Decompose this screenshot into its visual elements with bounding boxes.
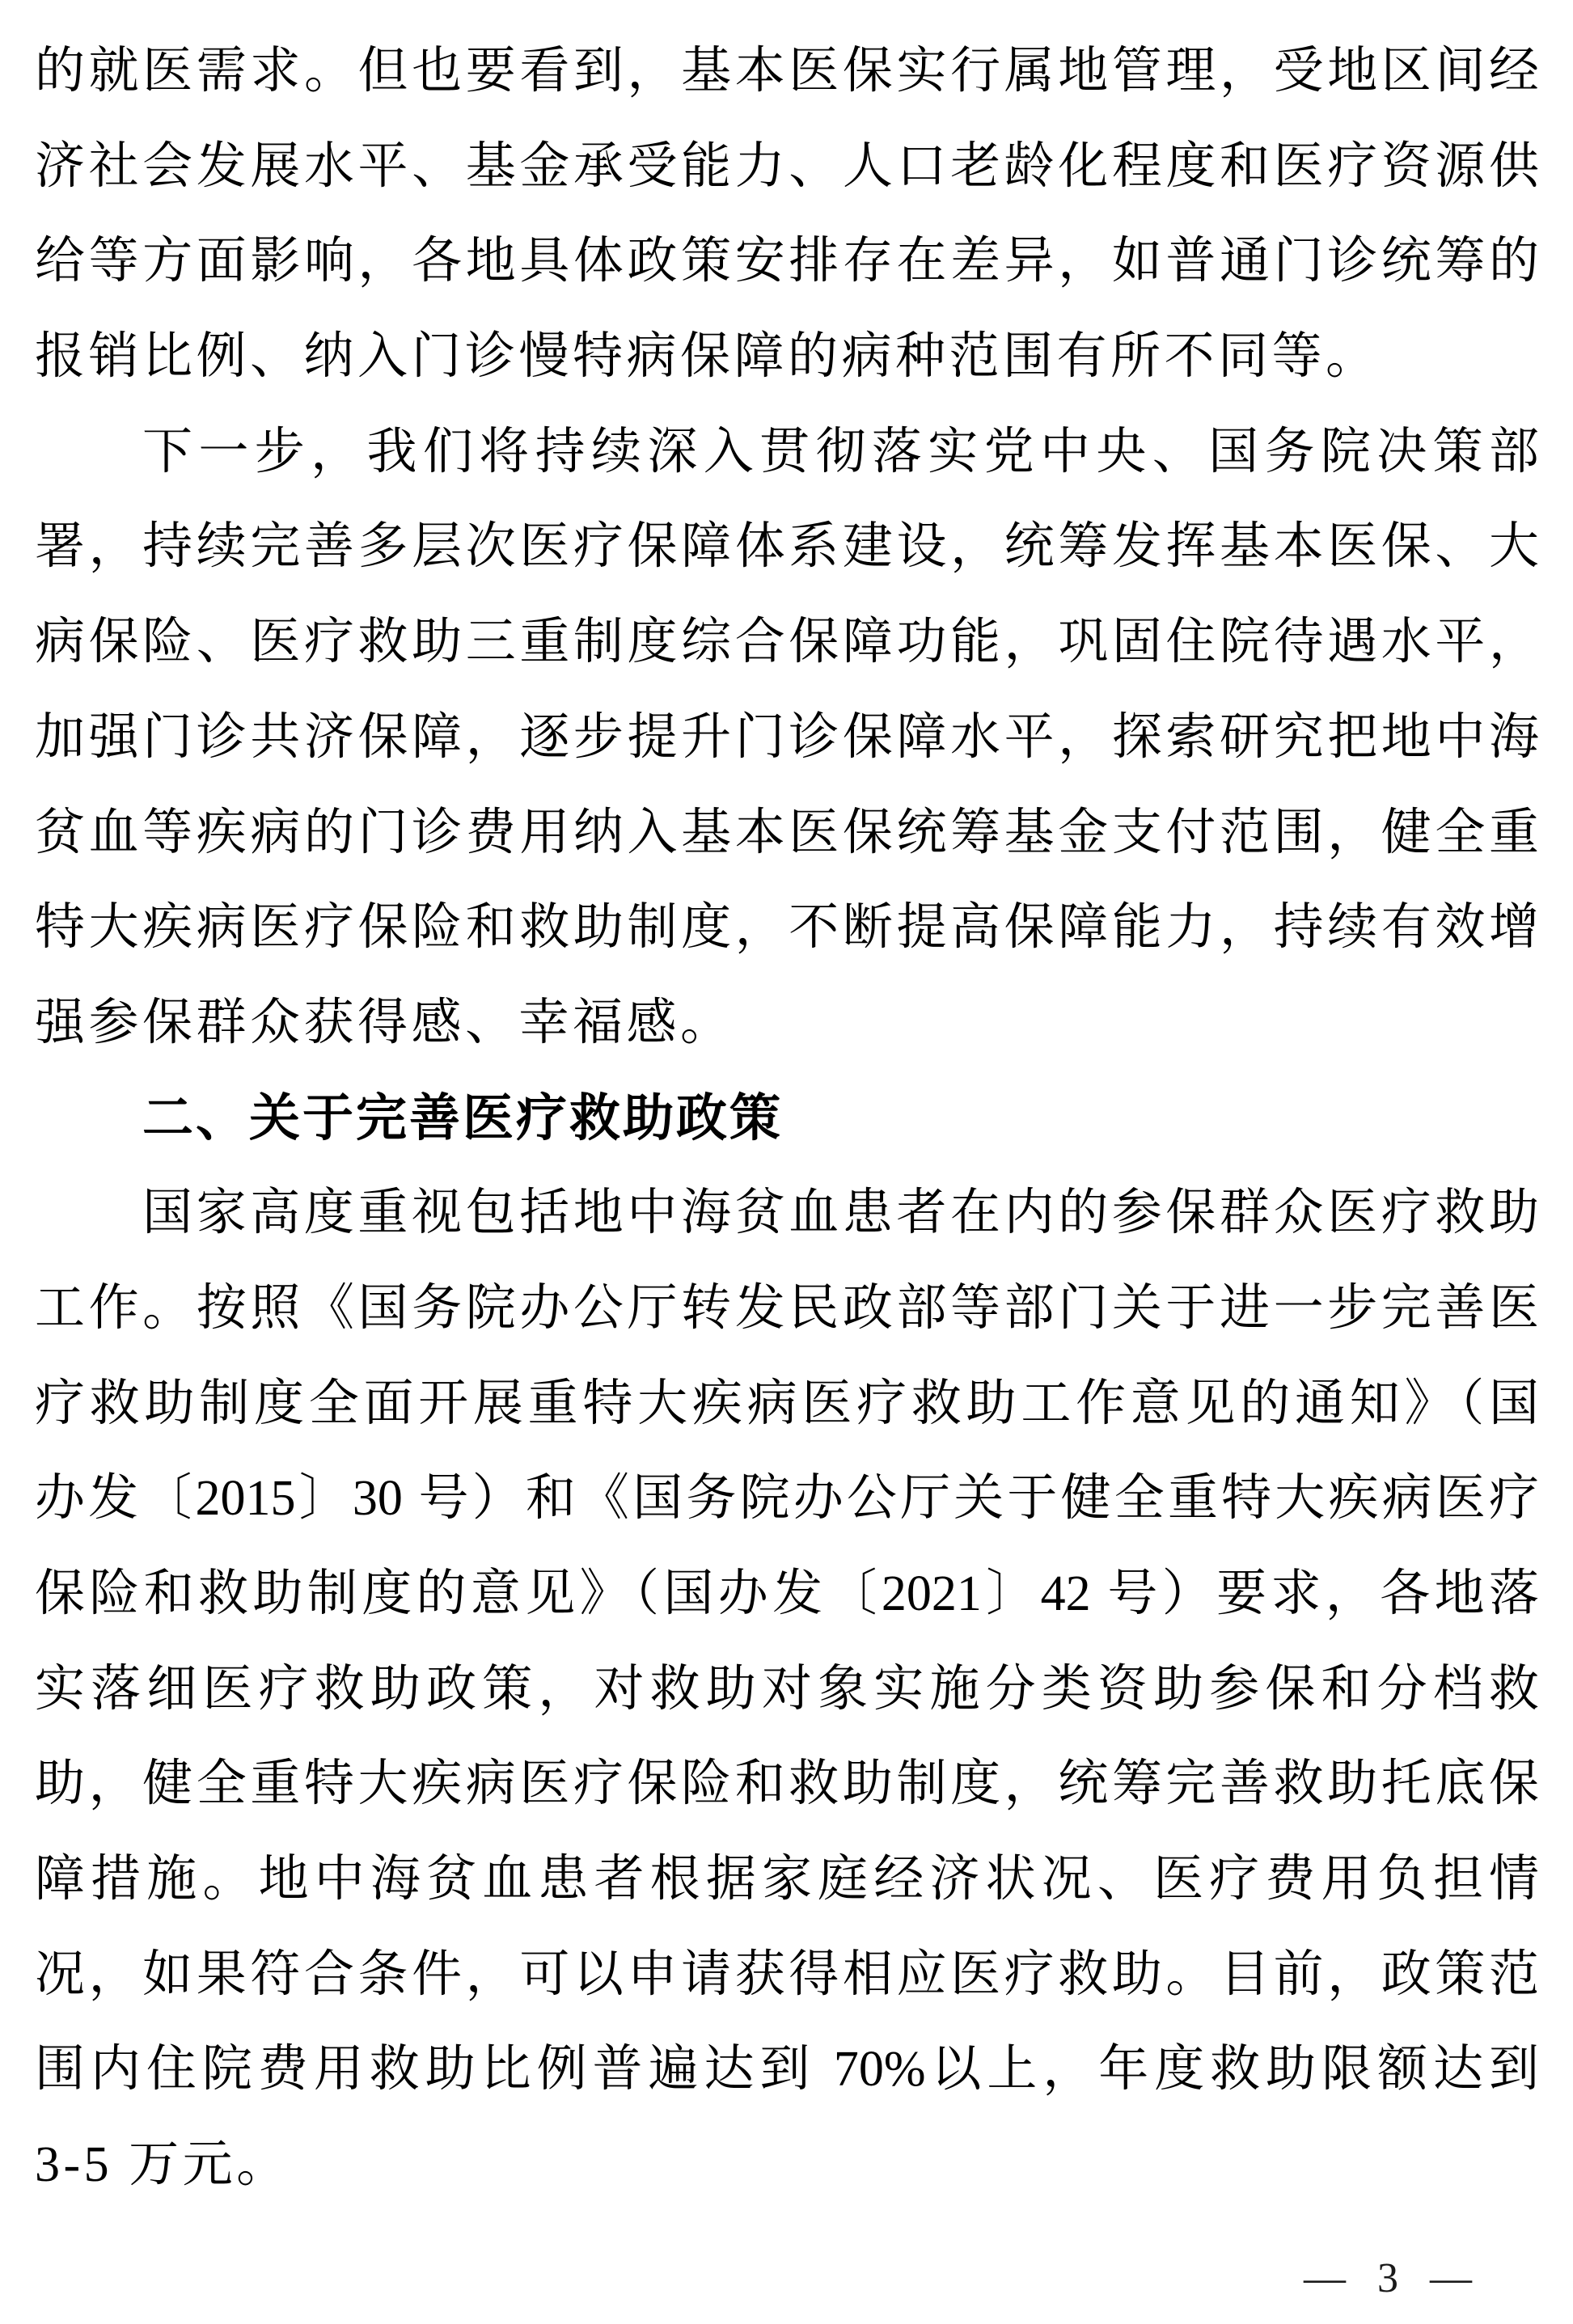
document-body — [35, 24, 1539, 2213]
body-line: 实落细医疗救助政策，对救助对象实施分类资助参保和分档救 — [35, 1661, 1539, 1717]
body-line: 加强门诊共济保障，逐步提升门诊保障水平，探索研究把地中海 — [35, 709, 1539, 765]
body-line: 障措施。地中海贫血患者根据家庭经济状况、医疗费用负担情 — [35, 1852, 1539, 1908]
body-line: 的就医需求。但也要看到，基本医保实行属地管理，受地区间经 — [35, 44, 1539, 99]
body-line: 特大疾病医疗保险和救助制度，不断提高保障能力，持续有效增 — [35, 900, 1539, 956]
body-line: 疗救助制度全面开展重特大疾病医疗救助工作意见的通知》（国 — [35, 1375, 1539, 1431]
body-line: 助，健全重特大疾病医疗保险和救助制度，统筹完善救助托底保 — [35, 1756, 1539, 1812]
body-line: 况，如果符合条件，可以申请获得相应医疗救助。目前，政策范 — [35, 1946, 1539, 2002]
body-line paragraph-start: 国家高度重视包括地中海贫血患者在内的参保群众医疗救助 — [142, 1185, 1539, 1241]
body-line paragraph-start: 下一步，我们将持续深入贯彻落实党中央、国务院决策部 — [142, 424, 1539, 480]
body-line: 贫血等疾病的门诊费用纳入基本医保统筹基金支付范围，健全重 — [35, 805, 1539, 860]
body-line: 3-5 万元。 — [35, 2137, 290, 2193]
body-line: 强参保群众获得感、幸福感。 — [35, 995, 734, 1050]
body-line: 工作。按照《国务院办公厅转发民政部等部门关于进一步完善医 — [35, 1280, 1539, 1336]
body-line: 署，持续完善多层次医疗保障体系建设，统筹发挥基本医保、大 — [35, 519, 1539, 575]
body-line: 病保险、医疗救助三重制度综合保障功能，巩固住院待遇水平， — [35, 615, 1539, 670]
section-heading: 二、关于完善医疗救助政策 — [142, 1089, 783, 1147]
body-line: 办发〔2015〕30 号）和《国务院办公厅关于健全重特大疾病医疗 — [35, 1471, 1539, 1527]
body-line: 济社会发展水平、基金承受能力、人口老龄化程度和医疗资源供 — [35, 138, 1539, 194]
body-line: 报销比例、纳入门诊慢特病保障的病种范围有所不同等。 — [35, 329, 1380, 385]
body-line: 保险和救助制度的意见》（国办发〔2021〕42 号）要求，各地落 — [35, 1566, 1539, 1621]
body-line: 围内住院费用救助比例普遍达到 70%以上，年度救助限额达到 — [35, 2042, 1539, 2098]
body-line: 给等方面影响，各地具体政策安排存在差异，如普通门诊统筹的 — [35, 234, 1539, 289]
page-number: — 3 — — [1304, 2255, 1482, 2301]
